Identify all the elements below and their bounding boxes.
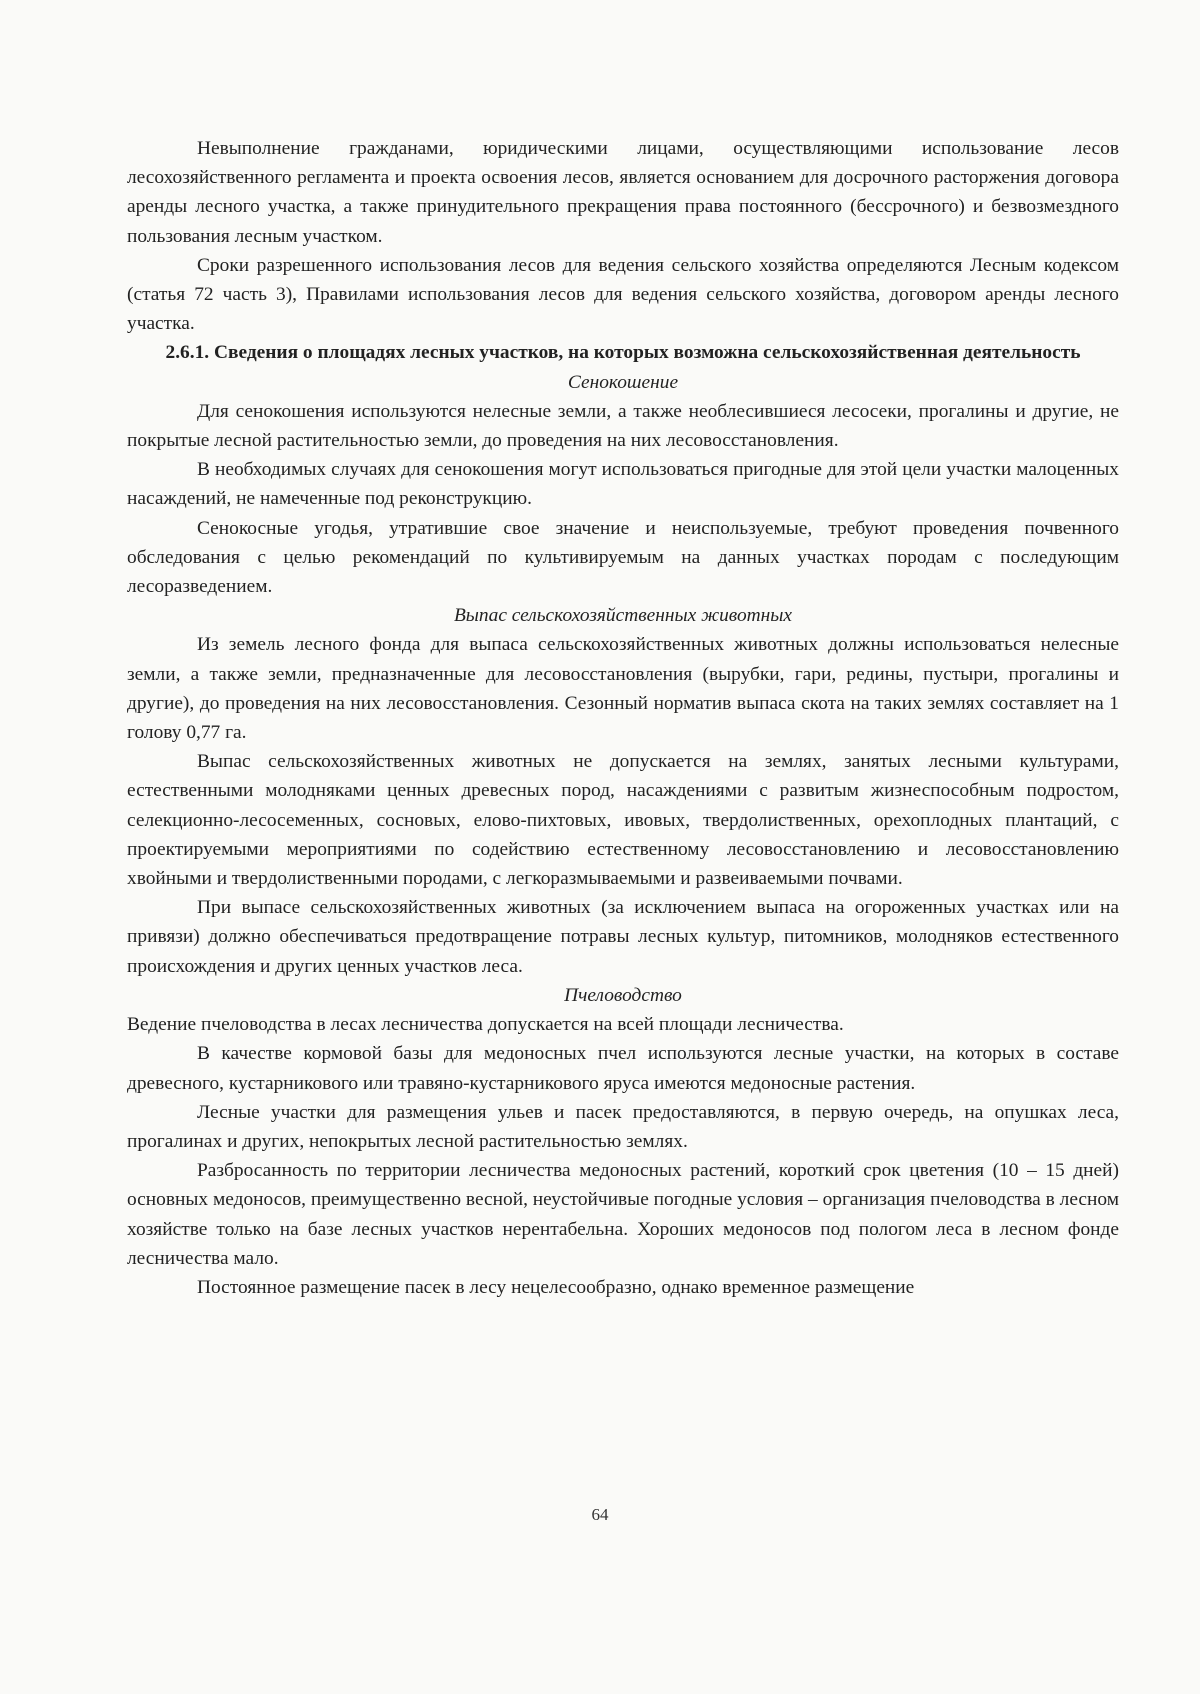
paragraph-hayfields: Сенокосные угодья, утратившие свое значение и неиспользуемые, требуют проведения почвенного обследования с целью рекомендаций по культивируемым на данных участках породам с последующим лесоразведением. [127, 517, 1119, 598]
paragraph-haymaking-cases: В необходимых случаях для сенокошения могут использоваться пригодные для этой цели участки малоценных насаждений, не намеченные под реконструкцию. [127, 459, 1119, 510]
paragraph-forage-base: В качестве кормовой базы для медоносных пчел используются лесные участки, на которых в составе древесного, кустарникового или травяно-кустарникового яруса имеются медоносные растения. [127, 1043, 1119, 1094]
paragraph-beekeeping-allowed: Ведение пчеловодства в лесах лесничества допускается на всей площади лесничества. [127, 1014, 844, 1036]
document-body [127, 134, 1119, 1302]
subheading-beekeeping: Пчеловодство [564, 984, 682, 1006]
paragraph-honey-plants: Разбросанность по территории лесничества медоносных растений, короткий срок цветения (10 – 15 дней) основных медоносов, преимущественно весной, неустойчивые погодные условия – организация пчеловодства в лесном хозяйстве только на базе лесных участков нерентабельна. Хороших медоносов под пологом леса в лесном фонде лесничества мало. [127, 1160, 1119, 1269]
paragraph-usage-terms: Сроки разрешенного использования лесов для ведения сельского хозяйства определяются Лесным кодексом (статья 72 часть 3), Правилами использования лесов для ведения сельского хозяйства, договором аренды лесного участка. [127, 254, 1119, 335]
subheading-haymaking: Сенокошение [567, 371, 679, 393]
subheading-grazing: Выпас сельскохозяйственных животных [453, 605, 793, 627]
paragraph-non-compliance: Невыполнение гражданами, юридическими лицами, осуществляющими использование лесов лесохозяйственного регламента и проекта освоения лесов, является основанием для досрочного расторжения договора аренды лесного участка, а также принудительного прекращения права постоянного (бессрочного) и безвозмездного пользования лесным участком. [127, 138, 1119, 247]
paragraph-haymaking-lands: Для сенокошения используются нелесные земли, а также необлесившиеся лесосеки, прогалины и другие, не покрытые лесной растительностью земли, до проведения на них лесовосстановления. [127, 400, 1119, 452]
paragraph-apiary-placement: Постоянное размещение пасек в лесу нецелесообразно, однако временное размещение [197, 1276, 915, 1298]
paragraph-grazing-lands: Из земель лесного фонда для выпаса сельскохозяйственных животных должны использоваться нелесные земли, а также земли, предназначенные для лесовосстановления (вырубки, гари, редины, пустыри, прогалины и другие), до проведения на них лесовосстановления. Сезонный норматив выпаса скота на таких землях составляет на 1 голову 0,77 га. [127, 634, 1119, 744]
paragraph-hive-placement: Лесные участки для размещения ульев и пасек предоставляются, в первую очередь, на опушках леса, прогалинах и других, непокрытых лесной растительностью землях. [127, 1101, 1119, 1152]
paragraph-grazing-protection: При выпасе сельскохозяйственных животных (за исключением выпаса на огороженных участках или на привязи) должно обеспечиваться предотвращение потравы лесных культур, питомников, молодняков естественного происхождения и других ценных участков леса. [127, 897, 1119, 977]
page-number: 64 [591, 1505, 609, 1524]
section-heading: 2.6.1. Сведения о площадях лесных участков, на которых возможна сельскохозяйственная деятельность [165, 342, 1081, 364]
paragraph-grazing-prohibited: Выпас сельскохозяйственных животных не допускается на землях, занятых лесными культурами, естественными молодняками ценных древесных пород, насаждениями с развитым жизнеспособным подростом, селекционно-лесосеменных, сосновых, елово-пихтовых, ивовых, твердолиственных, орехоплодных плантаций, с проектируемыми мероприятиями по содействию естественному лесовосстановлению и лесовосстановлению хвойными и твердолиственными породами, с легкоразмываемыми и развеиваемыми почвами. [127, 751, 1119, 890]
